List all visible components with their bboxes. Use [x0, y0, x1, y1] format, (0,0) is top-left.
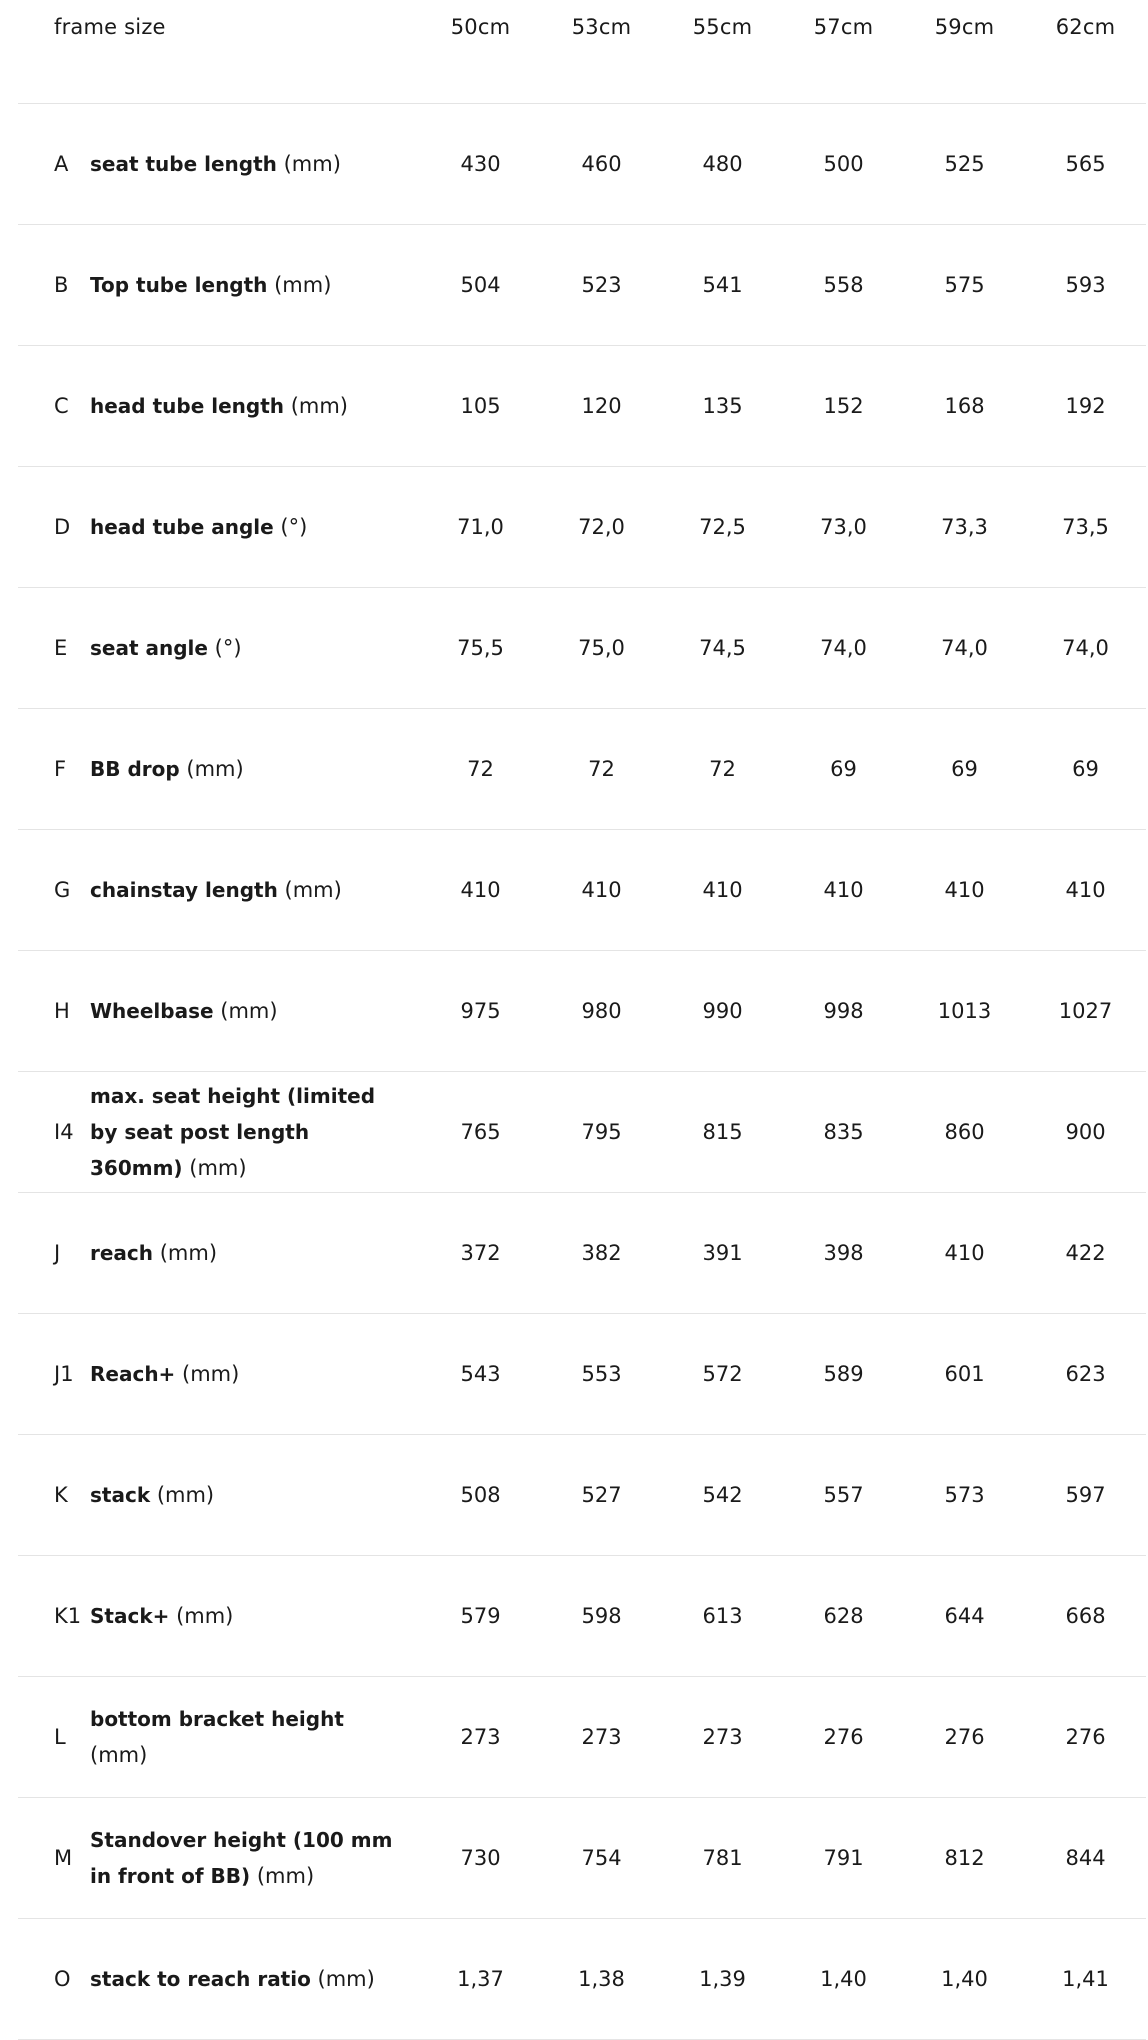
row-label: max. seat height (limited by seat post length 360mm) [90, 1084, 376, 1180]
size-value: 998 [783, 951, 904, 1072]
size-value: 527 [541, 1435, 662, 1556]
size-value: 1,41 [1025, 1919, 1146, 2040]
row-label-cell [90, 104, 420, 225]
size-value: 613 [662, 1556, 783, 1677]
row-letter: O [18, 1919, 90, 2040]
row-label-cell [90, 225, 420, 346]
row-letter: C [18, 346, 90, 467]
row-letter: F [18, 709, 90, 830]
row-label-cell [90, 709, 420, 830]
size-value: 980 [541, 951, 662, 1072]
size-value: 398 [783, 1193, 904, 1314]
row-label: head tube angle [90, 515, 274, 539]
size-value: 860 [904, 1072, 1025, 1193]
size-value: 410 [1025, 830, 1146, 951]
size-value: 192 [1025, 346, 1146, 467]
size-value: 74,5 [662, 588, 783, 709]
size-value: 72,5 [662, 467, 783, 588]
row-unit: (°) [280, 515, 308, 539]
row-label: Top tube length [90, 273, 268, 297]
size-value: 791 [783, 1798, 904, 1919]
size-value: 75,5 [420, 588, 541, 709]
header-row [18, 0, 1146, 104]
size-value: 168 [904, 346, 1025, 467]
table-row [18, 346, 1146, 467]
size-value: 598 [541, 1556, 662, 1677]
size-value: 410 [783, 830, 904, 951]
row-label-cell [90, 1072, 420, 1193]
size-value: 1027 [1025, 951, 1146, 1072]
size-value: 74,0 [1025, 588, 1146, 709]
table-row [18, 709, 1146, 830]
size-value: 500 [783, 104, 904, 225]
size-value: 276 [1025, 1677, 1146, 1798]
size-value: 1,39 [662, 1919, 783, 2040]
row-label: seat angle [90, 636, 208, 660]
row-letter: J [18, 1193, 90, 1314]
size-value: 105 [420, 346, 541, 467]
row-unit: (mm) [159, 1241, 218, 1265]
row-unit: (mm) [283, 152, 341, 176]
size-value: 523 [541, 225, 662, 346]
size-value: 410 [904, 830, 1025, 951]
row-label-cell [90, 1798, 420, 1919]
row-unit: (mm) [290, 394, 348, 418]
row-unit: (mm) [176, 1604, 234, 1628]
size-value: 69 [904, 709, 1025, 830]
size-value: 74,0 [783, 588, 904, 709]
size-value: 795 [541, 1072, 662, 1193]
row-letter: J1 [18, 1314, 90, 1435]
row-label-cell [90, 467, 420, 588]
row-letter: E [18, 588, 90, 709]
size-value: 430 [420, 104, 541, 225]
size-value: 410 [541, 830, 662, 951]
size-value: 730 [420, 1798, 541, 1919]
size-value: 525 [904, 104, 1025, 225]
size-header: 62cm [1025, 0, 1146, 104]
table-row [18, 1072, 1146, 1193]
row-label-cell [90, 1677, 420, 1798]
row-unit: (°) [214, 636, 242, 660]
size-value: 543 [420, 1314, 541, 1435]
table-row [18, 1677, 1146, 1798]
size-value: 422 [1025, 1193, 1146, 1314]
row-label: seat tube length [90, 152, 277, 176]
size-header: 59cm [904, 0, 1025, 104]
row-label-cell [90, 588, 420, 709]
table-row [18, 588, 1146, 709]
table-row [18, 104, 1146, 225]
size-value: 781 [662, 1798, 783, 1919]
row-unit: (mm) [182, 1362, 240, 1386]
row-letter: G [18, 830, 90, 951]
size-value: 644 [904, 1556, 1025, 1677]
size-value: 579 [420, 1556, 541, 1677]
row-unit: (mm) [317, 1967, 375, 1991]
table-row [18, 1798, 1146, 1919]
table-row [18, 225, 1146, 346]
size-value: 73,0 [783, 467, 904, 588]
size-value: 71,0 [420, 467, 541, 588]
size-value: 508 [420, 1435, 541, 1556]
size-value: 273 [541, 1677, 662, 1798]
size-value: 75,0 [541, 588, 662, 709]
row-letter: L [18, 1677, 90, 1798]
size-value: 558 [783, 225, 904, 346]
size-value: 152 [783, 346, 904, 467]
size-value: 835 [783, 1072, 904, 1193]
row-label-cell [90, 1556, 420, 1677]
row-label-cell [90, 1435, 420, 1556]
size-value: 273 [662, 1677, 783, 1798]
size-value: 593 [1025, 225, 1146, 346]
size-value: 391 [662, 1193, 783, 1314]
size-value: 553 [541, 1314, 662, 1435]
row-label: Wheelbase [90, 999, 214, 1023]
size-value: 668 [1025, 1556, 1146, 1677]
row-label-cell [90, 346, 420, 467]
size-value: 460 [541, 104, 662, 225]
size-value: 73,3 [904, 467, 1025, 588]
size-value: 504 [420, 225, 541, 346]
row-letter: K1 [18, 1556, 90, 1677]
row-letter: A [18, 104, 90, 225]
size-value: 812 [904, 1798, 1025, 1919]
size-value: 1,40 [904, 1919, 1025, 2040]
row-unit: (mm) [186, 757, 244, 781]
row-letter: D [18, 467, 90, 588]
size-value: 410 [904, 1193, 1025, 1314]
row-label: reach [90, 1241, 154, 1265]
size-value: 542 [662, 1435, 783, 1556]
frame-size-header: frame size [18, 0, 420, 104]
size-header: 55cm [662, 0, 783, 104]
table-row [18, 1919, 1146, 2040]
size-value: 575 [904, 225, 1025, 346]
row-letter: K [18, 1435, 90, 1556]
size-value: 69 [1025, 709, 1146, 830]
table-row [18, 467, 1146, 588]
row-unit: (mm) [156, 1483, 215, 1507]
size-value: 72 [662, 709, 783, 830]
row-label-cell [90, 830, 420, 951]
size-value: 410 [420, 830, 541, 951]
size-value: 975 [420, 951, 541, 1072]
table-row [18, 830, 1146, 951]
size-value: 765 [420, 1072, 541, 1193]
size-value: 1,38 [541, 1919, 662, 2040]
size-value: 754 [541, 1798, 662, 1919]
row-label-cell [90, 1314, 420, 1435]
row-label: stack to reach ratio [90, 1967, 311, 1991]
size-value: 572 [662, 1314, 783, 1435]
row-unit: (mm) [274, 273, 332, 297]
geometry-table [18, 0, 1146, 2040]
size-value: 565 [1025, 104, 1146, 225]
row-letter: H [18, 951, 90, 1072]
size-value: 382 [541, 1193, 662, 1314]
size-value: 69 [783, 709, 904, 830]
size-value: 1,40 [783, 1919, 904, 2040]
row-unit: (mm) [189, 1156, 247, 1180]
size-value: 372 [420, 1193, 541, 1314]
row-label: Reach+ [90, 1362, 176, 1386]
size-value: 72 [541, 709, 662, 830]
size-value: 597 [1025, 1435, 1146, 1556]
row-label-cell [90, 1193, 420, 1314]
geometry-table-body [18, 104, 1146, 2040]
row-letter: B [18, 225, 90, 346]
size-value: 410 [662, 830, 783, 951]
size-value: 601 [904, 1314, 1025, 1435]
row-label: head tube length [90, 394, 284, 418]
size-value: 273 [420, 1677, 541, 1798]
size-value: 623 [1025, 1314, 1146, 1435]
row-unit: (mm) [284, 878, 342, 902]
row-letter: M [18, 1798, 90, 1919]
row-label: Stack+ [90, 1604, 170, 1628]
size-value: 815 [662, 1072, 783, 1193]
row-unit: (mm) [256, 1864, 315, 1888]
size-value: 900 [1025, 1072, 1146, 1193]
table-row [18, 1556, 1146, 1677]
size-value: 480 [662, 104, 783, 225]
size-value: 73,5 [1025, 467, 1146, 588]
row-label: chainstay length [90, 878, 278, 902]
row-label-cell [90, 951, 420, 1072]
row-label: bottom bracket height [90, 1707, 344, 1731]
size-value: 120 [541, 346, 662, 467]
table-row [18, 1193, 1146, 1314]
row-label-cell [90, 1919, 420, 2040]
size-value: 74,0 [904, 588, 1025, 709]
size-value: 1,37 [420, 1919, 541, 2040]
size-value: 276 [783, 1677, 904, 1798]
size-value: 628 [783, 1556, 904, 1677]
size-header: 53cm [541, 0, 662, 104]
row-unit: (mm) [90, 1743, 148, 1767]
size-value: 557 [783, 1435, 904, 1556]
row-unit: (mm) [220, 999, 278, 1023]
size-value: 135 [662, 346, 783, 467]
row-letter: I4 [18, 1072, 90, 1193]
size-value: 589 [783, 1314, 904, 1435]
table-row [18, 951, 1146, 1072]
size-value: 990 [662, 951, 783, 1072]
size-value: 72 [420, 709, 541, 830]
size-header: 50cm [420, 0, 541, 104]
row-label: BB drop [90, 757, 180, 781]
size-header: 57cm [783, 0, 904, 104]
size-value: 541 [662, 225, 783, 346]
size-value: 72,0 [541, 467, 662, 588]
size-value: 844 [1025, 1798, 1146, 1919]
size-value: 276 [904, 1677, 1025, 1798]
row-label: Standover height (100 mm in front of BB) [90, 1828, 393, 1888]
size-value: 573 [904, 1435, 1025, 1556]
table-row [18, 1314, 1146, 1435]
size-value: 1013 [904, 951, 1025, 1072]
row-label: stack [90, 1483, 151, 1507]
table-row [18, 1435, 1146, 1556]
